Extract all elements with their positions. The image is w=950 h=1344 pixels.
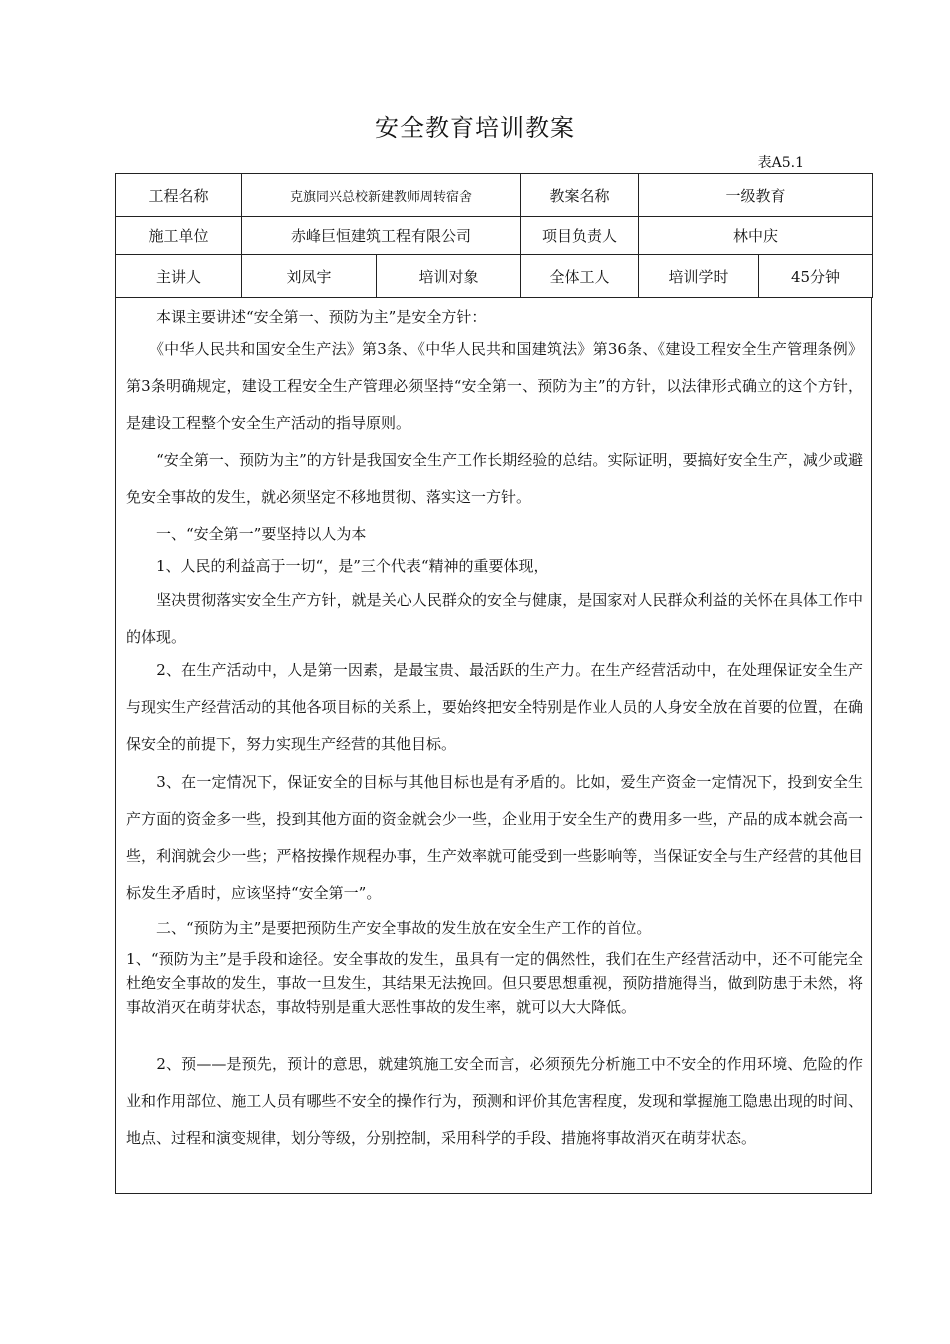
hours-label: 培训学时: [639, 255, 759, 298]
lecturer-value: 刘凤宇: [242, 255, 377, 298]
info-row-lecturer: [116, 255, 873, 298]
paragraph-item-1-detail: 坚决贯彻落实安全生产方针，就是关心人民群众的安全与健康，是国家对人民群众利益的关怀在具体工作中的体现。: [126, 591, 863, 646]
audience-label: 培训对象: [377, 255, 521, 298]
paragraph-law: 《中华人民共和国安全生产法》第3条、《中华人民共和国建筑法》第36条、《建设工程安全生产管理条例》第3条明确规定，建设工程安全生产管理必须坚持“安全第一、预防为主”的方针，以法律形式确立的这个方针，是建设工程整个安全生产活动的指导原则。: [126, 340, 863, 432]
paragraph-item-1: 1、人民的利益高于一切“，是”三个代表“精神的重要体现，: [126, 557, 549, 575]
manager-label: 项目负责人: [521, 217, 639, 255]
content-box: [115, 297, 872, 1194]
form-code: 表A5.1: [757, 155, 804, 171]
paragraph-item-2: 2、在生产活动中，人是第一因素，是最宝贵、最活跃的生产力。在生产经营活动中，在处理保证安全生产与现实生产经营活动的其他各项目标的关系上，要始终把安全特别是作业人员的人身安全放在首要的位置，在确保安全的前提下，努力实现生产经营的其他目标。: [126, 661, 863, 753]
info-row-project: [116, 174, 873, 217]
company-value: 赤峰巨恒建筑工程有限公司: [242, 217, 521, 255]
manager-value: 林中庆: [639, 217, 873, 255]
project-name-label: 工程名称: [116, 174, 242, 217]
lesson-name-value: 一级教育: [639, 174, 873, 217]
info-row-company: [116, 217, 873, 255]
info-table: [115, 173, 873, 298]
paragraph-prevention-1: 1、“预防为主”是手段和途径。安全事故的发生，虽具有一定的偶然性，我们在生产经营活动中，还不可能完全杜绝安全事故的发生，事故一旦发生，其结果无法挽回。但只要思想重视，预防措施得当，做到防患于未然，将事故消灭在萌芽状态，事故特别是重大恶性事故的发生率，就可以大大降低。: [126, 950, 863, 1016]
page-title: 安全教育培训教案: [375, 114, 575, 142]
company-label: 施工单位: [116, 217, 242, 255]
paragraph-prevention-2: 2、预——是预先，预计的意思，就建筑施工安全而言，必须预先分析施工中不安全的作用环境、危险的作业和作用部位、施工人员有哪些不安全的操作行为，预测和评价其危害程度，发现和掌握施工隐患出现的时间、地点、过程和演变规律，划分等级，分别控制，采用科学的手段、措施将事故消灭在萌芽状态。: [126, 1055, 863, 1147]
paragraph-item-3: 3、在一定情况下，保证安全的目标与其他目标也是有矛盾的。比如，爱生产资金一定情况下，投到安全生产方面的资金多一些，投到其他方面的资金就会少一些，企业用于安全生产的费用多一些，产品的成本就会高一些，利润就会少一些；严格按操作规程办事，生产效率就可能受到一些影响等，当保证安全与生产经营的其他目标发生矛盾时，应该坚持“安全第一”。: [126, 773, 863, 902]
paragraph-intro: 本课主要讲述“安全第一、预防为主”是安全方针：: [126, 308, 487, 326]
paragraph-policy-summary: “安全第一、预防为主”的方针是我国安全生产工作长期经验的总结。实际证明，要搞好安全生产，减少或避免安全事故的发生，就必须坚定不移地贯彻、落实这一方针。: [126, 451, 863, 506]
lecturer-label: 主讲人: [116, 255, 242, 298]
hours-value: 45分钟: [759, 255, 873, 298]
audience-value: 全体工人: [521, 255, 639, 298]
heading-prevention-first: 二、“预防为主”是要把预防生产安全事故的发生放在安全生产工作的首位。: [126, 919, 652, 937]
project-name-value: 克旗同兴总校新建教师周转宿舍: [242, 174, 521, 217]
lesson-name-label: 教案名称: [521, 174, 639, 217]
heading-safety-first: 一、“安全第一”要坚持以人为本: [126, 525, 367, 543]
